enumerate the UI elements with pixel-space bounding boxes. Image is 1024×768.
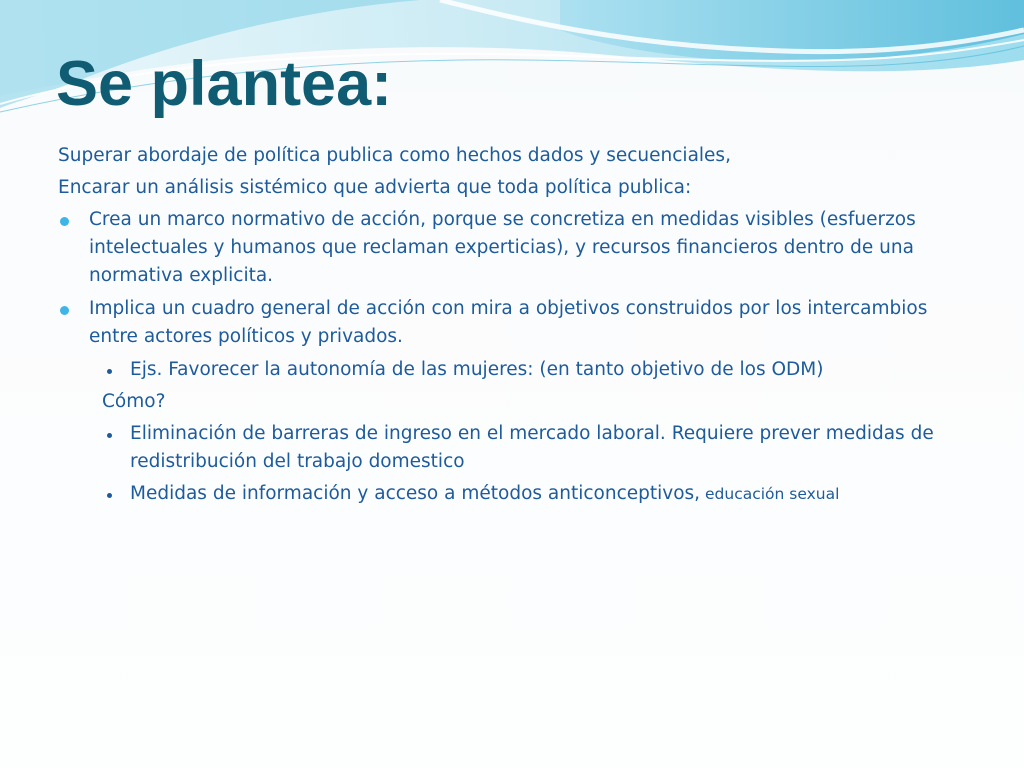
bullet-icon — [60, 306, 69, 315]
bullet-item — [58, 206, 958, 290]
sub-bullet-icon — [107, 493, 112, 498]
sub-bullet-text: Medidas de información y acceso a métodos anticonceptivos, — [130, 483, 701, 504]
bullet-text: Crea un marco normativo de acción, porque se concretiza en medidas visibles (esfuerzos intelectuales y humanos que reclaman experticias), y recursos financieros dentro de una normativa explicita. — [89, 209, 916, 286]
sub-bullet-item — [58, 480, 958, 508]
paragraph: Encarar un análisis sistémico que advierta que toda política publica: — [58, 177, 692, 198]
sub-bullet-item — [58, 420, 958, 476]
slide-title: Se plantea: — [56, 49, 393, 119]
sub-bullet-icon — [107, 369, 112, 374]
sub-bullet-suffix: educación sexual — [700, 485, 840, 503]
bullet-text: Implica un cuadro general de acción con mira a objetivos construidos por los intercambios entre actores políticos y privados. — [89, 298, 928, 347]
como-text: Cómo? — [102, 391, 166, 412]
paragraph: Superar abordaje de política publica como hechos dados y secuenciales, — [58, 145, 731, 166]
bullet-item — [58, 295, 958, 351]
sub-bullet-text: Eliminación de barreras de ingreso en el mercado laboral. Requiere prever medidas de redistribución del trabajo domestico — [130, 423, 934, 472]
sub-bullet-text: Ejs. Favorecer la autonomía de las mujeres: (en tanto objetivo de los ODM) — [130, 359, 824, 380]
bullet-icon — [60, 217, 69, 226]
sub-bullet-icon — [107, 433, 112, 438]
sub-bullet-item — [58, 356, 958, 384]
slide-body — [58, 142, 958, 512]
